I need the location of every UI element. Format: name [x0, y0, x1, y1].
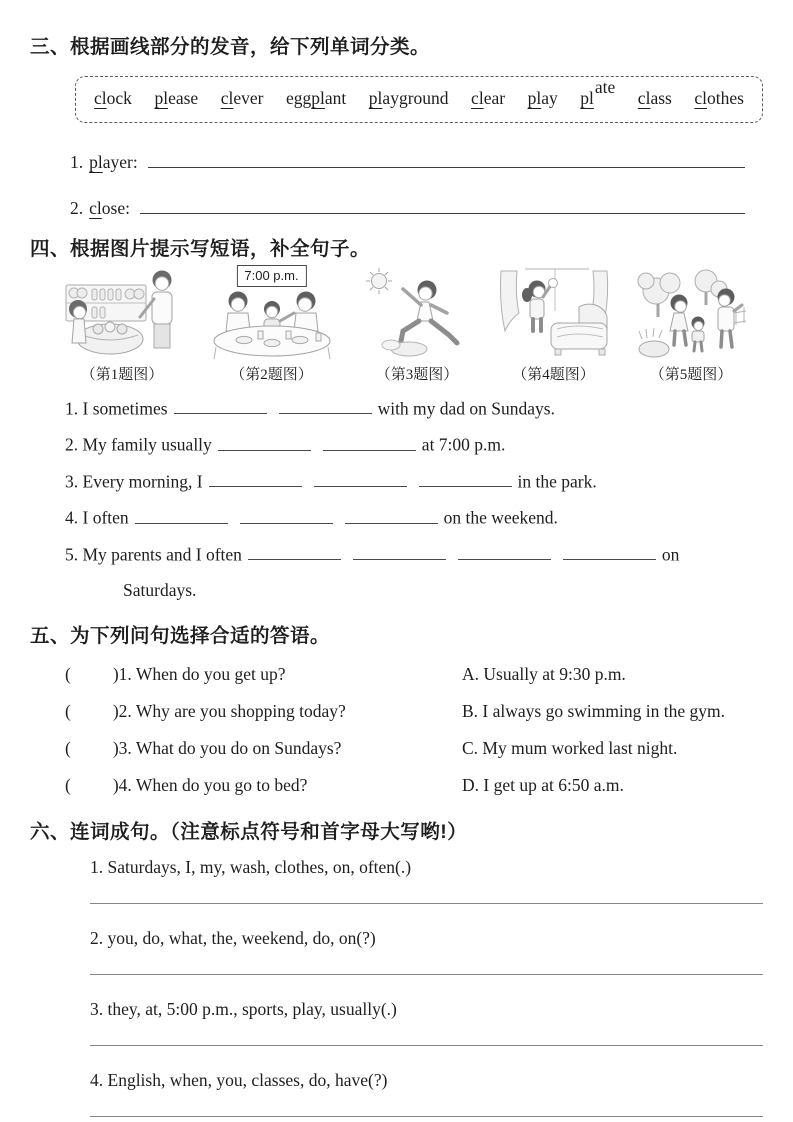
sentence-list	[65, 396, 763, 602]
answer-blank[interactable]	[458, 542, 551, 561]
section5-heading: 五、为下列问句选择合适的答语。	[30, 625, 331, 648]
cleaning-illustration	[497, 265, 611, 361]
word-plate: plate	[580, 77, 616, 108]
word-close: close:	[89, 197, 130, 218]
classify-row-player: 1. player:	[70, 149, 745, 173]
match-row-1	[65, 662, 763, 686]
answer-blank[interactable]	[218, 432, 311, 451]
section3-heading: 三、根据画线部分的发音，给下列单词分类。	[30, 36, 431, 58]
sentence-5: 5. My parents and I often on	[65, 542, 763, 567]
answer-blank[interactable]	[323, 432, 416, 451]
word-box	[75, 76, 763, 123]
match-row-3	[65, 736, 763, 760]
unscramble-item-3: 3. they, at, 5:00 p.m., sports, play, usually(.)	[90, 999, 397, 1020]
match-row-4	[65, 773, 763, 797]
answer-blank[interactable]	[209, 469, 302, 488]
word-player: player:	[89, 152, 138, 173]
word-play: play	[527, 88, 558, 108]
figure-5-family-walk	[634, 265, 748, 384]
figure-5-caption: （第5题图）	[649, 366, 733, 383]
unscramble-answer-line-3[interactable]	[90, 1045, 763, 1046]
park-walk-illustration	[634, 265, 748, 361]
sentence-1: 1. I sometimes with my dad on Sundays.	[65, 396, 763, 421]
figure-1-caption: （第1题图）	[80, 366, 164, 383]
unscramble-item-1: 1. Saturdays, I, my, wash, clothes, on, often(.)	[90, 857, 412, 878]
classify-row-close: 2. close:	[70, 194, 745, 218]
sentence-4: 4. I often on the weekend.	[65, 505, 763, 530]
question-3: ( ) 3. What do you do on Sundays?	[65, 738, 342, 759]
word-clothes: clothes	[694, 88, 744, 108]
word-please: please	[154, 88, 199, 108]
answer-option-b: B. I always go swimming in the gym.	[462, 701, 725, 722]
market-illustration	[62, 265, 182, 361]
word-class: class	[637, 88, 672, 108]
sentence-3: 3. Every morning, I in the park.	[65, 469, 763, 494]
unscramble-answer-line-1[interactable]	[90, 903, 763, 904]
answer-blank[interactable]	[174, 396, 267, 415]
player-answer-line[interactable]	[148, 149, 745, 168]
answer-blank[interactable]	[248, 542, 341, 561]
figure-2-caption: （第2题图）	[230, 366, 313, 383]
sentence-2: 2. My family usually at 7:00 p.m.	[65, 432, 763, 457]
answer-blank[interactable]	[135, 505, 228, 524]
figure-4-clean-room	[497, 265, 611, 384]
word-clear: clear	[471, 88, 506, 108]
answer-option-d: D. I get up at 6:50 a.m.	[462, 775, 624, 796]
answer-blank[interactable]	[419, 469, 512, 488]
answer-blank[interactable]	[279, 396, 372, 415]
unscramble-item-4: 4. English, when, you, classes, do, have(?)	[90, 1070, 388, 1091]
match-row-2	[65, 699, 763, 723]
figure-4-caption: （第4题图）	[512, 366, 595, 383]
answer-option-c: C. My mum worked last night.	[462, 738, 678, 759]
answer-option-a: A. Usually at 9:30 p.m.	[462, 664, 626, 685]
answer-blank[interactable]	[240, 505, 333, 524]
unscramble-item-2: 2. you, do, what, the, weekend, do, on(?)	[90, 928, 376, 949]
exercise-illustration	[361, 265, 473, 361]
time-label: 7:00 p.m.	[236, 265, 306, 287]
section6-heading: 六、连词成句。（注意标点符号和首字母大写哟!）	[30, 821, 468, 844]
answer-blank[interactable]	[314, 469, 407, 488]
answer-blank[interactable]	[345, 505, 438, 524]
close-answer-line[interactable]	[140, 194, 745, 213]
figure-2-dinner	[206, 265, 338, 384]
unscramble-answer-line-2[interactable]	[90, 974, 763, 975]
question-1: ( ) 1. When do you get up?	[65, 664, 286, 685]
question-4: ( ) 4. When do you go to bed?	[65, 775, 308, 796]
answer-blank[interactable]	[353, 542, 446, 561]
word-clever: clever	[220, 88, 264, 108]
figure-1-shopping	[62, 265, 182, 384]
word-clock: clock	[94, 88, 132, 108]
figure-row	[62, 265, 748, 384]
figure-3-caption: （第3题图）	[375, 366, 459, 383]
word-playground: playground	[368, 88, 449, 108]
unscramble-answer-line-4[interactable]	[90, 1116, 763, 1117]
section4-heading: 四、根据图片提示写短语，补全句子。	[30, 237, 371, 260]
answer-blank[interactable]	[563, 542, 656, 561]
sentence-5-continuation: Saturdays.	[123, 580, 197, 601]
figure-3-morning-exercise	[361, 265, 473, 384]
question-2: ( ) 2. Why are you shopping today?	[65, 701, 346, 722]
word-eggplant: eggplant	[285, 88, 347, 108]
